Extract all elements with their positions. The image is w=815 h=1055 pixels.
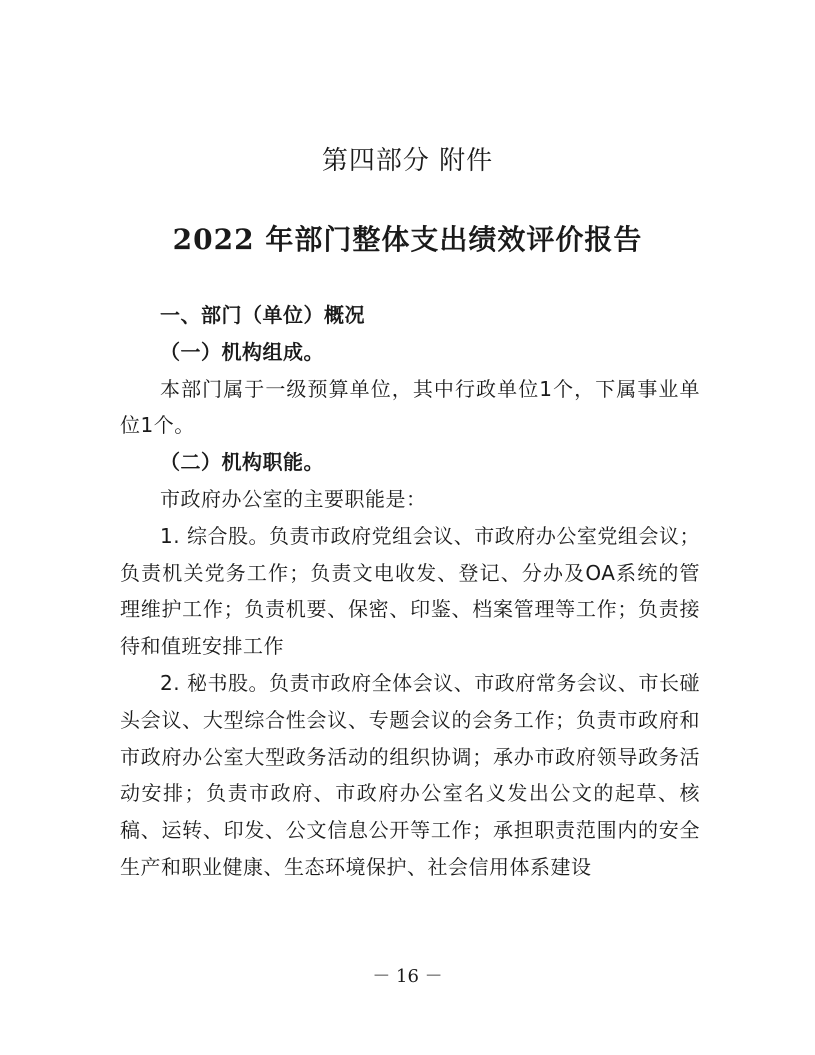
paragraph-item-secretary-section: 2. 秘书股。负责市政府全体会议、市政府常务会议、市长碰头会议、大型综合性会议、专题会议的会务工作；负责市政府和市政府办公室大型政务活动的组织协调；承办市政府领导政务活动安排；负责市政府、市政府办公室名义发出公文的起草、核稿、运转、印发、公文信息公开等工作；承担职责范围内的安全生产和职业健康、生态环境保护、社会信用体系建设 — [120, 670, 700, 879]
paragraph-organization: 本部门属于一级预算单位，其中行政单位1个，下属事业单位1个。 — [120, 376, 700, 438]
subsection-heading-functions: （二）机构职能。 — [160, 450, 324, 475]
part-title: 第四部分 附件 — [321, 146, 494, 176]
report-title: 2022 年部门整体支出绩效评价报告 — [172, 223, 643, 256]
subsection-heading-organization: （一）机构组成。 — [160, 339, 324, 364]
document-body — [120, 297, 700, 886]
section-heading: 一、部门（单位）概况 — [160, 303, 365, 327]
paragraph-item-general-section: 1. 综合股。负责市政府党组会议、市政府办公室党组会议；负责机关党务工作；负责文电收发、登记、分办及OA系统的管理维护工作；负责机要、保密、印鉴、档案管理等工作；负责接待和值班安排工作 — [120, 523, 700, 659]
paragraph-functions-intro: 市政府办公室的主要职能是： — [160, 486, 427, 511]
page-number: － 16 － — [372, 966, 443, 987]
